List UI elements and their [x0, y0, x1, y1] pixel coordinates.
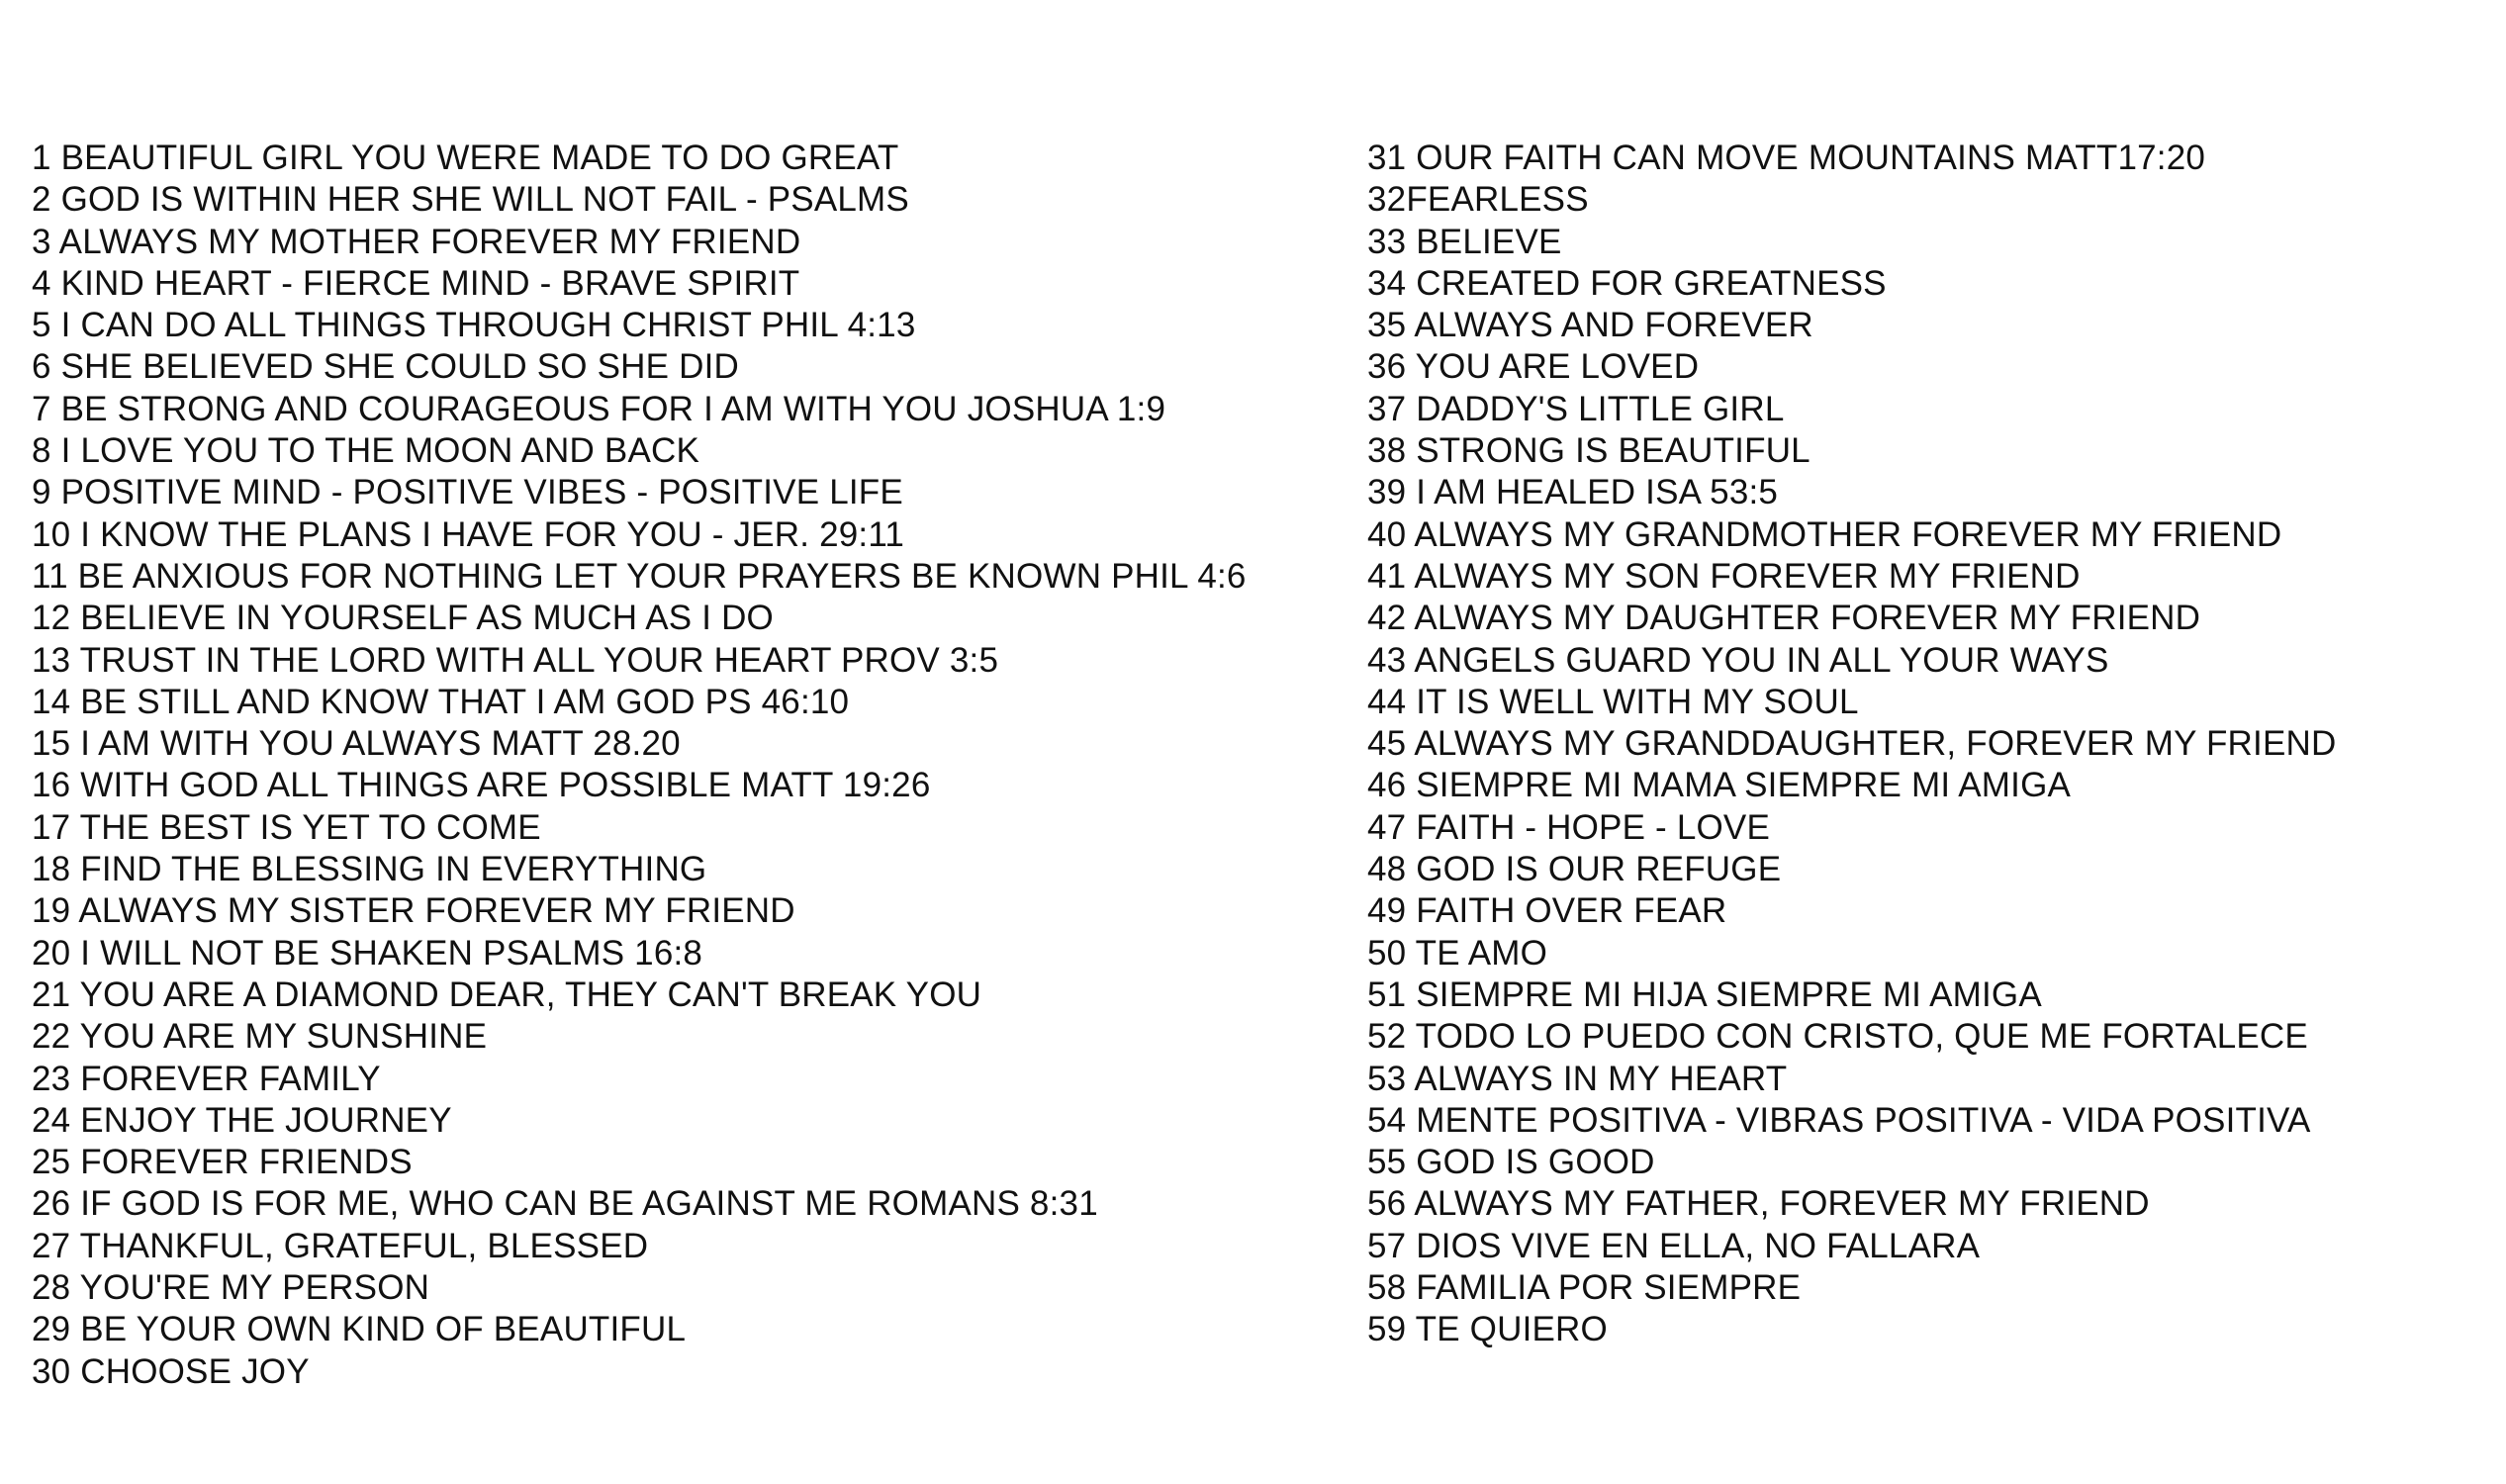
- phrase-list-item: 3 ALWAYS MY MOTHER FOREVER MY FRIEND: [32, 222, 801, 261]
- phrase-list-item: 4 KIND HEART - FIERCE MIND - BRAVE SPIRIT: [32, 263, 800, 303]
- phrase-list-item: 53 ALWAYS IN MY HEART: [1367, 1059, 1788, 1098]
- phrase-list-item: 50 TE AMO: [1367, 933, 1548, 973]
- phrase-list-item: 41 ALWAYS MY SON FOREVER MY FRIEND: [1367, 556, 2081, 596]
- phrase-list-item: 7 BE STRONG AND COURAGEOUS FOR I AM WITH YOU JOSHUA 1:9: [32, 389, 1166, 428]
- phrase-list-item: 2 GOD IS WITHIN HER SHE WILL NOT FAIL - PSALMS: [32, 180, 909, 220]
- phrase-list-item: 13 TRUST IN THE LORD WITH ALL YOUR HEART PROV 3:5: [32, 640, 999, 680]
- phrase-list-item: 39 I AM HEALED ISA 53:5: [1367, 473, 1779, 512]
- phrase-list-item: 48 GOD IS OUR REFUGE: [1367, 850, 1782, 889]
- phrase-list-item: 35 ALWAYS AND FOREVER: [1367, 306, 1813, 345]
- phrase-list-item: 22 YOU ARE MY SUNSHINE: [32, 1017, 488, 1057]
- phrase-list-item: 16 WITH GOD ALL THINGS ARE POSSIBLE MATT 19:26: [32, 766, 931, 805]
- phrase-list-item: 9 POSITIVE MIND - POSITIVE VIBES - POSITIVE LIFE: [32, 473, 903, 512]
- phrase-list-item: 17 THE BEST IS YET TO COME: [32, 807, 541, 847]
- phrase-list-item: 44 IT IS WELL WITH MY SOUL: [1367, 682, 1859, 721]
- phrase-list-item: 25 FOREVER FRIENDS: [32, 1143, 413, 1182]
- phrase-list-item: 49 FAITH OVER FEAR: [1367, 891, 1727, 931]
- phrase-list-item: 42 ALWAYS MY DAUGHTER FOREVER MY FRIEND: [1367, 599, 2201, 638]
- phrase-list-item: 10 I KNOW THE PLANS I HAVE FOR YOU - JER. 29:11: [32, 514, 905, 554]
- phrase-list-item: 47 FAITH - HOPE - LOVE: [1367, 807, 1771, 847]
- phrase-list-item: 30 CHOOSE JOY: [32, 1351, 310, 1391]
- phrase-list-item: 11 BE ANXIOUS FOR NOTHING LET YOUR PRAYERS BE KNOWN PHIL 4:6: [32, 556, 1247, 596]
- phrase-list-item: 59 TE QUIERO: [1367, 1310, 1608, 1349]
- phrase-list-item: 36 YOU ARE LOVED: [1367, 347, 1700, 387]
- phrase-list-item: 33 BELIEVE: [1367, 222, 1562, 261]
- phrase-list-left-column: [32, 138, 1357, 1393]
- phrase-list-item: 32FEARLESS: [1367, 180, 1589, 220]
- phrase-list-item: 5 I CAN DO ALL THINGS THROUGH CHRIST PHIL 4:13: [32, 306, 916, 345]
- phrase-list-item: 8 I LOVE YOU TO THE MOON AND BACK: [32, 431, 700, 471]
- phrase-list-item: 51 SIEMPRE MI HIJA SIEMPRE MI AMIGA: [1367, 974, 2042, 1014]
- phrase-list-right-column: [1367, 138, 2495, 1351]
- phrase-list-item: 1 BEAUTIFUL GIRL YOU WERE MADE TO DO GREAT: [32, 139, 899, 177]
- phrase-list-item: 12 BELIEVE IN YOURSELF AS MUCH AS I DO: [32, 599, 774, 638]
- phrase-list-item: 52 TODO LO PUEDO CON CRISTO, QUE ME FORTALECE: [1367, 1017, 2308, 1057]
- phrase-list-item: 56 ALWAYS MY FATHER, FOREVER MY FRIEND: [1367, 1184, 2150, 1224]
- phrase-list-item: 58 FAMILIA POR SIEMPRE: [1367, 1268, 1802, 1308]
- phrase-list-item: 31 OUR FAITH CAN MOVE MOUNTAINS MATT17:20: [1367, 139, 2206, 177]
- phrase-list-item: 34 CREATED FOR GREATNESS: [1367, 263, 1887, 303]
- phrase-list-item: 55 GOD IS GOOD: [1367, 1143, 1655, 1182]
- phrase-list-item: 21 YOU ARE A DIAMOND DEAR, THEY CAN'T BREAK YOU: [32, 974, 982, 1014]
- phrase-list-item: 37 DADDY'S LITTLE GIRL: [1367, 389, 1785, 428]
- phrase-list-item: 38 STRONG IS BEAUTIFUL: [1367, 431, 1810, 471]
- phrase-list-item: 6 SHE BELIEVED SHE COULD SO SHE DID: [32, 347, 739, 387]
- phrase-list-item: 27 THANKFUL, GRATEFUL, BLESSED: [32, 1226, 649, 1265]
- phrase-list-item: 24 ENJOY THE JOURNEY: [32, 1100, 452, 1140]
- phrase-list-item: 40 ALWAYS MY GRANDMOTHER FOREVER MY FRIEND: [1367, 514, 2282, 554]
- phrase-list-item: 26 IF GOD IS FOR ME, WHO CAN BE AGAINST ME ROMANS 8:31: [32, 1184, 1098, 1224]
- phrase-list-item: 15 I AM WITH YOU ALWAYS MATT 28.20: [32, 724, 681, 764]
- phrase-list-item: 29 BE YOUR OWN KIND OF BEAUTIFUL: [32, 1310, 687, 1349]
- phrase-list-item: 20 I WILL NOT BE SHAKEN PSALMS 16:8: [32, 933, 703, 973]
- phrase-list-item: 57 DIOS VIVE EN ELLA, NO FALLARA: [1367, 1226, 1981, 1265]
- phrase-list-item: 43 ANGELS GUARD YOU IN ALL YOUR WAYS: [1367, 640, 2109, 680]
- phrase-list-item: 54 MENTE POSITIVA - VIBRAS POSITIVA - VIDA POSITIVA: [1367, 1100, 2311, 1140]
- phrase-list-item: 19 ALWAYS MY SISTER FOREVER MY FRIEND: [32, 891, 795, 931]
- phrase-list-item: 18 FIND THE BLESSING IN EVERYTHING: [32, 850, 707, 889]
- phrase-list-item: 45 ALWAYS MY GRANDDAUGHTER, FOREVER MY FRIEND: [1367, 724, 2337, 764]
- phrase-list-item: 28 YOU'RE MY PERSON: [32, 1268, 430, 1308]
- phrase-list-item: 14 BE STILL AND KNOW THAT I AM GOD PS 46:10: [32, 682, 850, 721]
- phrase-list-item: 46 SIEMPRE MI MAMA SIEMPRE MI AMIGA: [1367, 766, 2072, 805]
- phrase-list-item: 23 FOREVER FAMILY: [32, 1059, 381, 1098]
